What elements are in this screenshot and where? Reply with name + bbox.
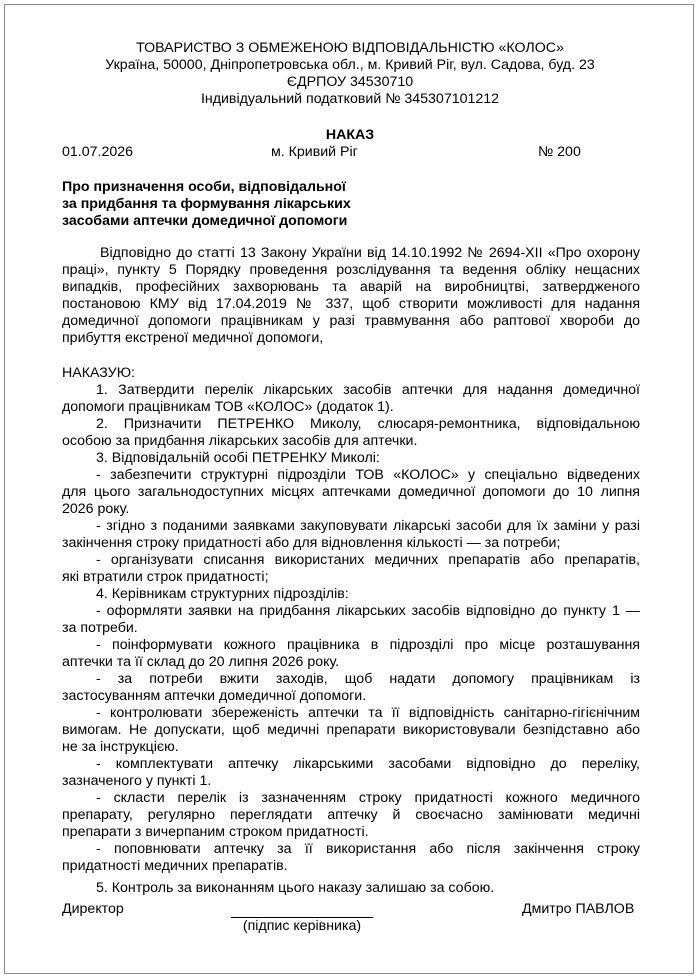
body-line: аптечки та її склад до 20 липня 2026 року. bbox=[62, 654, 340, 670]
preamble-line: постановою КМУ від 17.04.2019 № 337, щоб створити можливості для надання bbox=[62, 296, 640, 312]
body-line: 1. Затвердити перелік лікарських засобів аптечки для надання домедичної bbox=[96, 382, 640, 398]
order-city: м. Кривий Ріг bbox=[271, 144, 358, 160]
body-line: - комплектувати аптечку лікарськими засобами відповідно до переліку, bbox=[96, 756, 640, 772]
preamble-line: прибуття екстреної медичної допомоги, bbox=[62, 330, 324, 346]
order-word: НАКАЗУЮ: bbox=[62, 365, 135, 381]
body-line: для цього загальнодоступних місцях аптечками домедичної допомоги до 10 липня bbox=[62, 484, 640, 500]
body-line: препарату, регулярно переглядати аптечку й своєчасно замінювати медичні bbox=[62, 807, 640, 823]
body-line: 3. Відповідальній особі ПЕТРЕНКУ Миколі: bbox=[96, 450, 380, 466]
preamble-line: домедичної допомоги працівникам у разі травмування або раптової хвороби до bbox=[62, 313, 640, 329]
company-edrpou: ЄДРПОУ 34530710 bbox=[286, 74, 414, 90]
subject-line: засобами аптечки домедичної допомоги bbox=[62, 213, 348, 229]
body-line: які втратили строк придатності; bbox=[62, 569, 269, 585]
preamble-line: випадків, професійних захворювань та аварій на виробництві, затвердженого bbox=[62, 279, 640, 295]
body-line: 5. Контроль за виконанням цього наказу залишаю за собою. bbox=[96, 880, 495, 896]
body-line: придатності медичних препаратів. bbox=[62, 858, 288, 874]
preamble-line: Відповідно до статті 13 Закону України від 14.10.1992 № 2694-XII «Про охорону bbox=[100, 245, 640, 261]
body-line: вимогам. Не допускати, щоб медичні препарати використовували безпідставно або bbox=[62, 722, 640, 738]
signature-name: Дмитро ПАВЛОВ bbox=[522, 901, 635, 917]
body-line: застосуванням аптечки домедичної допомоги. bbox=[62, 688, 367, 704]
body-line: - забезпечити структурні підрозділи ТОВ «КОЛОС» у спеціально відведених bbox=[96, 467, 640, 483]
body-line: 2. Призначити ПЕТРЕНКО Миколу, слюсаря-ремонтника, відповідальною bbox=[96, 416, 640, 432]
body-line: - поінформувати кожного працівника в підрозділі про місце розташування bbox=[96, 637, 640, 653]
body-line: - поповнювати аптечку за її використання або після закінчення строку bbox=[96, 841, 640, 857]
body-line: - за потреби вжити заходів, щоб надати допомогу працівникам із bbox=[96, 671, 640, 687]
body-line: - організувати списання використаних медичних препаратів або препаратів, bbox=[96, 552, 640, 568]
order-number: № 200 bbox=[538, 144, 581, 160]
body-line: особою за придбання лікарських засобів для аптечки. bbox=[62, 433, 418, 449]
body-line: - скласти перелік із зазначенням строку придатності кожного медичного bbox=[96, 790, 640, 806]
body-line: препарати з вичерпаним строком придатності. bbox=[62, 824, 369, 840]
body-line: зазначеного у пункті 1. bbox=[62, 773, 212, 789]
order-date: 01.07.2026 bbox=[62, 144, 134, 160]
signature-position: Директор bbox=[62, 901, 124, 917]
body-line: 2026 року. bbox=[62, 501, 130, 517]
body-line: не за інструкцією. bbox=[62, 739, 179, 755]
body-line: за потреби. bbox=[62, 620, 138, 636]
body-line: - контролювати збереженість аптечки та її відповідність санітарно-гігієнічним bbox=[96, 705, 640, 721]
company-address: Україна, 50000, Дніпропетровська обл., м. Кривий Ріг, вул. Садова, буд. 23 bbox=[105, 57, 595, 73]
body-line: допомоги працівникам ТОВ «КОЛОС» (додаток 1). bbox=[62, 399, 394, 415]
subject-line: Про призначення особи, відповідальної bbox=[62, 179, 346, 195]
company-tax-number: Індивідуальний податковий № 345307101212 bbox=[200, 91, 500, 107]
order-title: НАКАЗ bbox=[325, 127, 375, 143]
preamble-line: праці», пункту 5 Порядку проведення розслідування та ведення обліку нещасних bbox=[62, 262, 640, 278]
signature-caption: (підпис керівника) bbox=[242, 918, 362, 934]
subject-line: за придбання та формування лікарських bbox=[62, 196, 351, 212]
body-line: закінчення строку придатності або для відновлення кількості — за потреби; bbox=[62, 535, 561, 551]
body-line: - згідно з поданими заявками закуповувати лікарські засоби для їх заміни у разі bbox=[96, 518, 640, 534]
body-line: - оформляти заявки на придбання лікарських засобів відповідно до пункту 1 — bbox=[96, 603, 640, 619]
company-name: ТОВАРИСТВО З ОБМЕЖЕНОЮ ВІДПОВІДАЛЬНІСТЮ «КОЛОС» bbox=[136, 40, 564, 56]
body-line: 4. Керівникам структурних підрозділів: bbox=[96, 586, 349, 602]
